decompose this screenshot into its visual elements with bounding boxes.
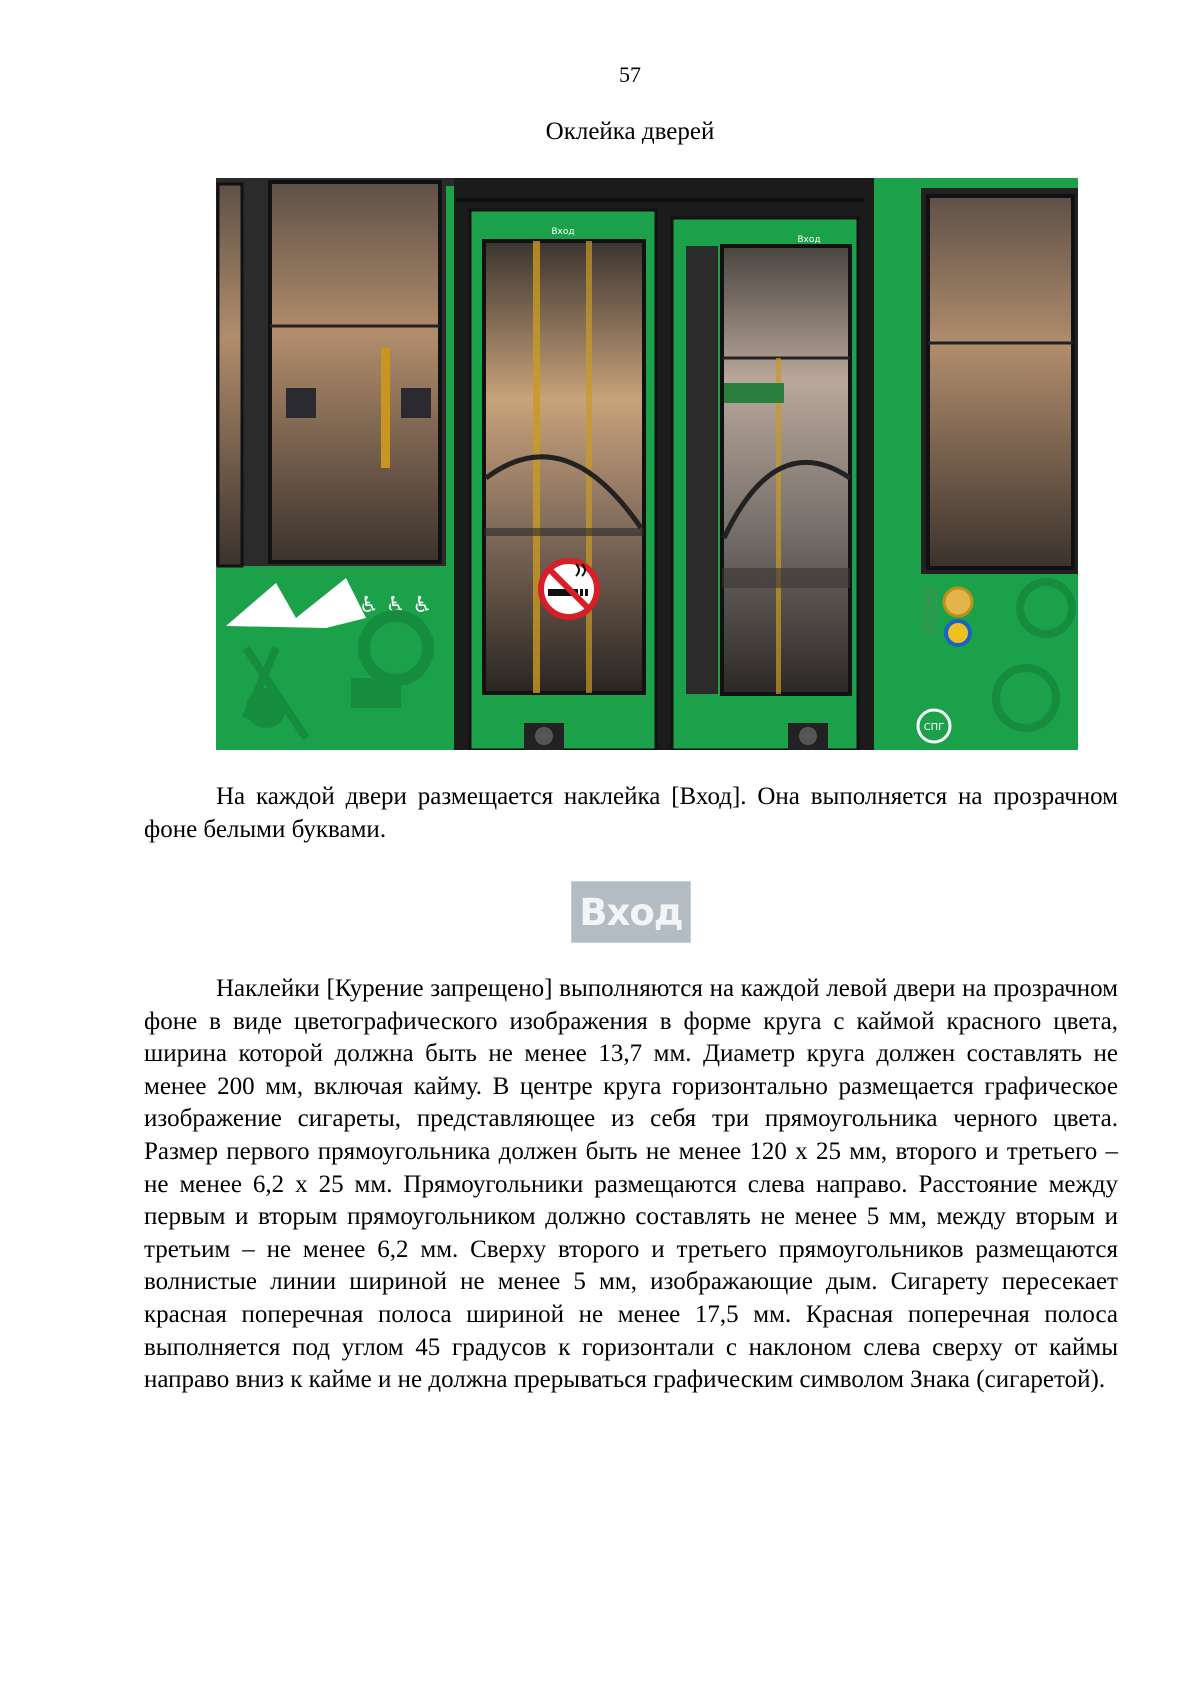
- section-title: Оклейка дверей: [545, 118, 715, 145]
- page-number: 57: [619, 62, 641, 87]
- door-sticker-left: Вход: [551, 227, 575, 237]
- entrance-sticker-sample: Вход: [571, 881, 691, 943]
- door-sticker-right: Вход: [797, 235, 821, 245]
- no-smoking-sign-icon: [541, 561, 597, 617]
- bus-doors-photo: [216, 178, 1078, 750]
- svg-text:♿ ♿ ♿: ♿ ♿ ♿: [359, 593, 433, 618]
- paragraph-no-smoking-sticker: Наклейки [Курение запрещено] выполняются на каждой левой двери на прозрачном фоне в виде цветографического изображения в форме круга с каймой красного цвета, ширина которой должна быть не менее 13,7 мм. Диаметр круга должен составлять не менее 200 мм, включая кайму. В центре круга горизонтально размещается графическое изображение сигареты, представляющее из себя три прямоугольника черного цвета. Размер первого прямоугольника должен быть не менее 120 х 25 мм, второго и третьего – не менее 6,2 х 25 мм. Прямоугольники размещаются слева направо. Расстояние между первым и вторым прямоугольником должно составлять не менее 5 мм, между вторым и третьим – не менее 6,2 мм. Сверху второго и третьего прямоугольников размещаются волнистые линии шириной не менее 5 мм, изображающие дым. Сигарету пересекает красная поперечная полоса шириной не менее 17,5 мм. Красная поперечная полоса выполняется под углом 45 градусов к горизонтали с наклоном слева сверху от каймы направо вниз к кайме и не должна прерываться графическим символом Знака (сигаретой).: [144, 975, 1118, 1394]
- operator-logo-label: СПГ: [923, 722, 945, 733]
- paragraph-entrance-sticker: На каждой двери размещается наклейка [Вход]. Она выполняется на прозрачном фоне белыми буквами.: [144, 783, 1118, 843]
